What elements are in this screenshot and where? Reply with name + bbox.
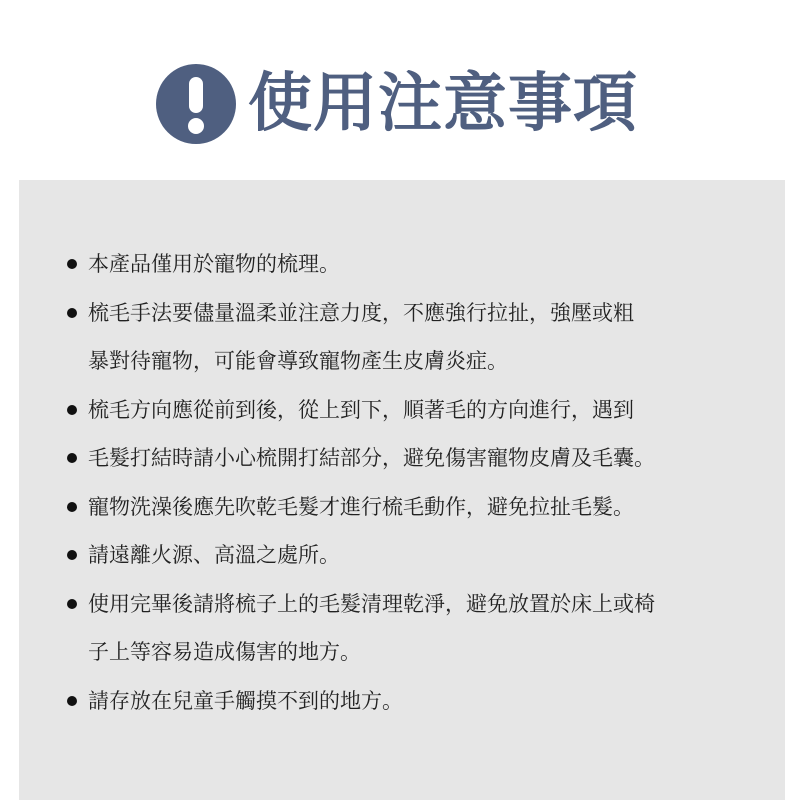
note-line [0,289,800,338]
note-text: 梳毛手法要儘量溫柔並注意力度，不應強行拉扯，強壓或粗 [88,300,634,325]
note-line [0,386,800,435]
bullet-dot-icon [67,550,77,560]
note-text: 使用完畢後請將梳子上的毛髮清理乾淨，避免放置於床上或椅 [88,591,655,616]
note-text: 請遠離火源、高溫之處所。 [88,543,340,567]
bullet-dot-icon [67,453,77,463]
note-line [0,677,800,726]
note-line [0,434,800,483]
note-text: 子上等容易造成傷害的地方。 [88,640,361,664]
bullet-dot-icon [67,259,77,269]
note-line [0,628,800,677]
bullet-dot-icon [67,502,77,512]
note-line [0,483,800,532]
note-line [0,240,800,289]
note-text: 暴對待寵物，可能會導致寵物產生皮膚炎症。 [88,349,508,373]
bullet-dot-icon [67,308,77,318]
bullet-dot-icon [67,696,77,706]
note-text: 本產品僅用於寵物的梳理。 [88,252,340,276]
page-title: 使用注意事項 [248,67,638,141]
exclamation-circle-icon [156,64,236,144]
exclamation-dot [188,118,204,134]
header [0,0,800,180]
notes-list [0,240,800,725]
bullet-dot-icon [67,599,77,609]
note-line [0,337,800,386]
note-line [0,531,800,580]
note-line [0,580,800,629]
note-text: 梳毛方向應從前到後，從上到下，順著毛的方向進行，遇到 [88,397,634,422]
bullet-dot-icon [67,405,77,415]
exclamation-bar [189,77,203,113]
note-text: 請存放在兒童手觸摸不到的地方。 [88,688,403,713]
note-text: 寵物洗澡後應先吹乾毛髮才進行梳毛動作，避免拉扯毛髮。 [88,494,634,519]
note-text: 毛髮打結時請小心梳開打結部分，避免傷害寵物皮膚及毛囊。 [88,446,655,470]
